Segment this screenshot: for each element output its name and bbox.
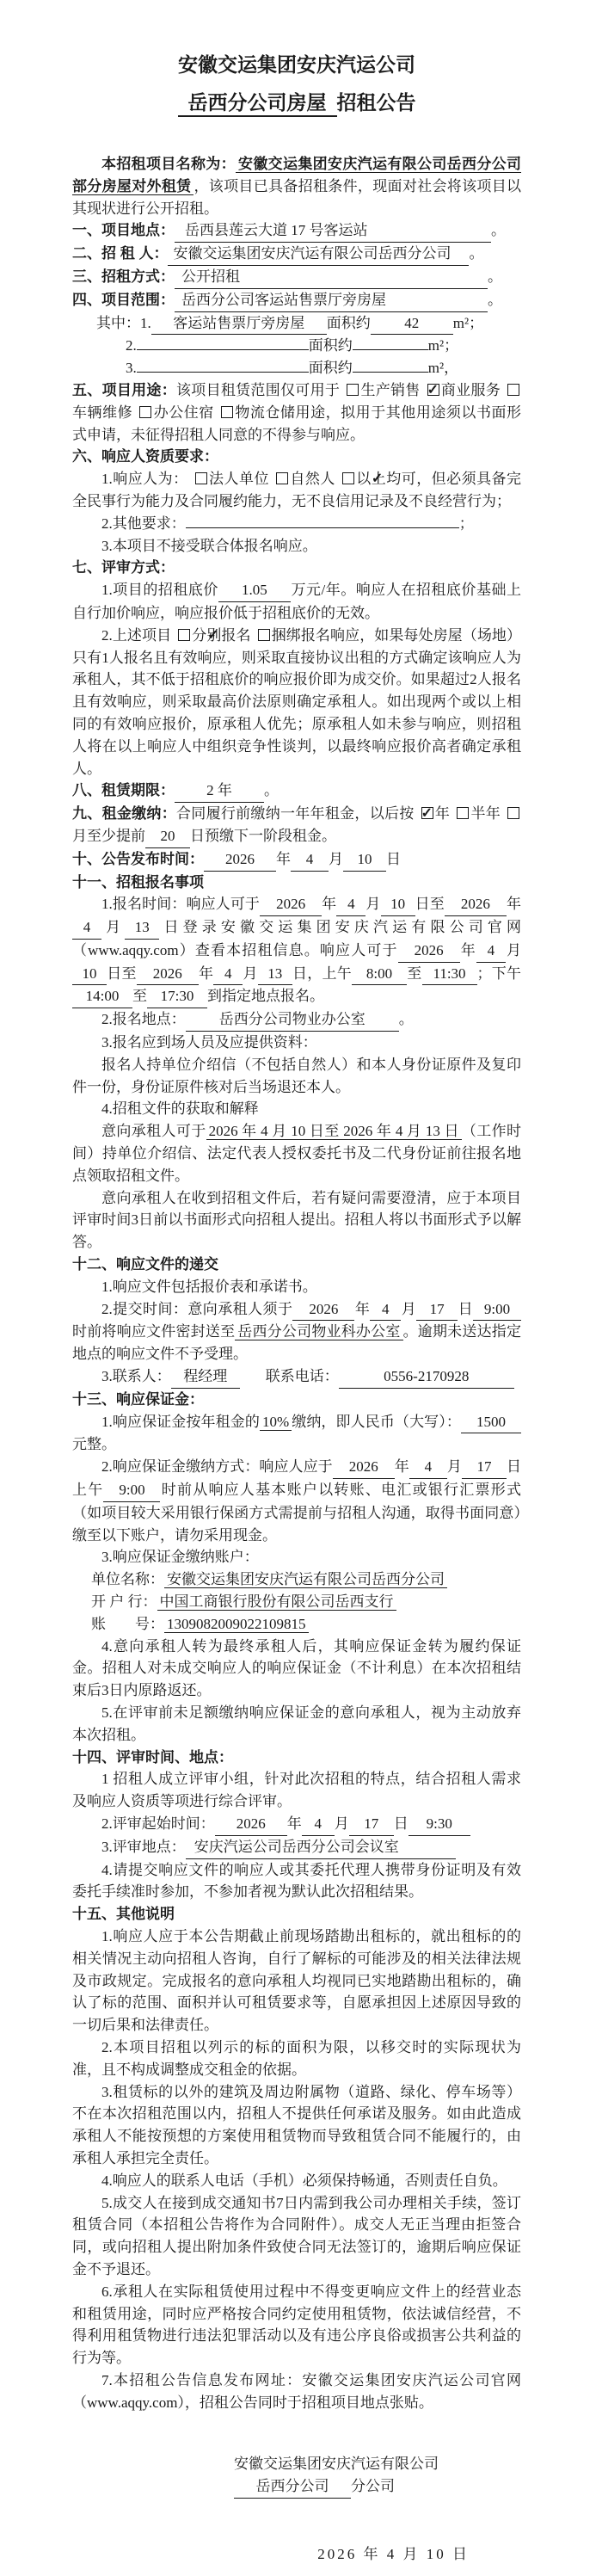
project-name-value: 安徽交运集团安庆汽运有限公司岳西分公司部分房屋对外租赁: [72, 156, 521, 194]
option-vehicle-repair: 车辆维修: [72, 404, 133, 421]
area-unit: m²；: [427, 337, 459, 354]
day-to-char: 日至: [415, 896, 445, 913]
year-char: 年: [276, 850, 291, 867]
section-9-label: 九、租金缴纳：: [72, 805, 176, 823]
reg-year-1: 2026: [260, 893, 322, 916]
para-section-9: [72, 803, 521, 848]
lease-term-value: 2 年: [175, 780, 264, 803]
area-label: 面积约: [308, 360, 353, 377]
review-team-text: 1 招租人成立评审小组，针对此次招租的特点，结合招租人需求及响应人资质等项进行综合评审。: [72, 1771, 521, 1810]
option-commercial-service: 商业服务: [440, 381, 501, 398]
para-scope-item-2: [72, 335, 521, 357]
reg-morning-start: 8:00: [352, 963, 407, 986]
section-6-label: 六、响应人资质要求：: [72, 448, 218, 465]
checkbox-yearly: [421, 807, 433, 819]
para-section-8: [72, 780, 521, 803]
para-deposit-3: [72, 1546, 521, 1568]
signature-branch-line: [234, 2475, 509, 2499]
deposit-text-3: 元整。: [72, 1436, 116, 1453]
para-other-7: [72, 2370, 521, 2414]
month-char: 月: [334, 1815, 349, 1832]
other-5-text: 5.成交人在接到成交通知书7日内需到我公司办理相关手续，签订租赁合同（本招租公告将作为合同附件）。成交人无正当理由拒签合同，或向招租人提出附加条件致使合同无法签订的，逾期后响应保证金不予退还。: [72, 2194, 521, 2277]
submit-hour: 9:00: [473, 1298, 521, 1322]
para-contact: [72, 1365, 521, 1389]
doc-clarify-text: 意向承租人在收到招租文件后，若有疑问需要澄清，应于本项目评审时间3日前以书面形式向招租人提出。招租人将以书面形式予以解答。: [72, 1189, 521, 1251]
blank-area-line: [353, 335, 428, 350]
period: 。: [469, 245, 484, 262]
deposit-pay-text-3: 时前从响应人基本账户以转账、电汇或银行汇票形式（如项目较大采用银行保函方式需提前与招租人沟通，取得书面同意）缴至以下账户，请勿采用现金。: [72, 1482, 522, 1544]
reg-year-2: 2026: [445, 893, 507, 916]
scope-item-3-prefix: 3.: [126, 360, 137, 377]
month-char: 月: [329, 850, 343, 867]
doc-obtain-text-2: （工作时间）持单位介绍信、法定代表人授权委托书及二代身份证前往报名地点领取招租文件。: [72, 1123, 522, 1184]
review-attend-text: 4.请提交响应文件的响应人或其委托代理人携带身份证明及有效委托手续准时参加，不参加者视为默认此次招租结果。: [72, 1861, 521, 1901]
deposit-pay-text-2: 日上午: [72, 1458, 522, 1499]
day-char: 日: [386, 850, 401, 867]
deposit-day: 17: [462, 1456, 507, 1479]
period: 。: [264, 782, 279, 799]
option-office-lodging: 办公住宿: [153, 404, 214, 421]
review-month: 4: [302, 1813, 335, 1836]
blank-name-line: [137, 335, 309, 350]
lessor-value: 安徽交运集团安庆汽运有限公司岳西分公司: [168, 243, 469, 266]
signature-company: 安徽交运集团安庆汽运有限公司: [234, 2456, 439, 2473]
month-char: 月: [101, 919, 126, 936]
checkbox-half-yearly: [457, 807, 469, 819]
para-other-6: [72, 2281, 521, 2370]
intro-text: ，该项目已具备招租条件，现面对社会将该项目以其现状进行公开招租。: [72, 177, 522, 217]
para-other-5: [72, 2192, 521, 2281]
doc-obtain-date-range: 2026 年 4 月 10 日至 2026 年 4 月 13 日: [206, 1123, 462, 1140]
submit-time-text-2: 时前将响应文件密封送至: [72, 1323, 236, 1340]
para-section-4: [72, 289, 521, 312]
para-document-obtain: [72, 1120, 521, 1186]
deposit-year: 2026: [333, 1456, 395, 1479]
deposit-month: 4: [409, 1456, 447, 1479]
to-char: 至: [132, 988, 147, 1005]
para-qualification-2: [72, 513, 521, 535]
review-place-value: 安庆汽运公司岳西分公司会议室: [186, 1836, 456, 1859]
period: 。: [488, 268, 502, 285]
reg-place-label: 2.报名地点：: [101, 1011, 186, 1028]
para-other-1: [72, 1926, 521, 2037]
other-requirements-label: 2.其他要求：: [101, 515, 186, 532]
day-char: 日: [393, 1815, 408, 1832]
submit-month: 4: [370, 1298, 401, 1322]
para-qualification-3: [72, 535, 521, 558]
rent-rest-text: 日预缴下一阶段租金。: [190, 827, 336, 844]
other-7-text: 7.本招租公告信息发布网址：安徽交运集团安庆汽运公司官网（www.aqqy.com），招租公告同时于招租项目地点张贴。: [72, 2371, 521, 2411]
para-registration-materials-heading: [72, 1032, 521, 1054]
year-char: 年: [459, 941, 476, 958]
contact-phone-value: 0556-2170928: [339, 1365, 514, 1389]
to-char: 至: [407, 964, 422, 982]
para-section-6: [72, 446, 521, 468]
deposit-refund-text: 4.意向承租人转为最终承租人后，其响应保证金转为履约保证金。招租人对未成交响应人的响应保证金（不计利息）在本次招租结束后3日内原路返还。: [72, 1637, 521, 1699]
area-unit: m²，: [427, 360, 459, 377]
submit-year: 2026: [292, 1298, 354, 1322]
para-section-1: [72, 219, 521, 243]
blank-other-requirements: [186, 513, 459, 528]
option-logistics-storage: 物流仓储: [234, 404, 296, 421]
deposit-text-1: 1.响应保证金按年租金的: [101, 1413, 260, 1430]
year-char: 年: [322, 896, 337, 913]
option-monthly: 月: [72, 827, 87, 844]
signature-branch-suffix: 分公司: [351, 2478, 395, 2495]
period: 。: [488, 291, 502, 308]
para-registration-materials: [72, 1054, 521, 1099]
other-3-text: 3.租赁标的以外的建筑及周边附属物（道路、绿化、停车场等）不在本次招租范围以内，招租人不提供任何承诺及服务。如由此造成承租人不能按预想的方案使用租赁物而导致租赁合同不能履行的，由承租人承担完全责任。: [72, 2083, 521, 2166]
deposit-text-2: 缴纳，即人民币（大写）：: [292, 1413, 462, 1430]
para-response-doc-1: [72, 1276, 521, 1298]
publish-year: 2026: [204, 848, 276, 872]
reg-day-4: 13: [258, 963, 292, 986]
deposit-pay-text-1: 2.响应保证金缴纳方式：响应人应于: [101, 1458, 333, 1476]
option-separate-registration: 分别报名: [192, 626, 251, 644]
reg-place-value: 岳西分公司物业办公室: [186, 1008, 399, 1032]
para-deposit-4: [72, 1636, 521, 1702]
section-12-label: 十二、响应文件的递交: [72, 1256, 218, 1273]
deposit-account-heading: 3.响应保证金缴纳账户：: [101, 1549, 259, 1566]
reg-time-text-3: 日，上午: [292, 964, 352, 982]
intro-label: 本招租项目名称为：: [101, 156, 236, 172]
month-char: 月: [446, 1458, 462, 1476]
other-2-text: 2.本项目招租以列示的标的面积为限，以移交时的实际现状为准，且不构成调整成交租金的依据。: [72, 2038, 521, 2078]
section-5-label: 五、项目用途：: [72, 381, 176, 398]
section-13-label: 十三、响应保证金：: [72, 1390, 204, 1408]
reg-time-text-2: 日登录安徽交运集团安庆汽运有限公司官网（www.aqqy.com）查看本招租信息。响应人可于: [72, 919, 522, 958]
section-14-label: 十四、评审时间、地点：: [72, 1748, 233, 1766]
section-7-label: 七、评审方式：: [72, 559, 175, 576]
subtitle-rest: 招租公告: [336, 91, 416, 114]
rental-method-value: 公开招租: [175, 266, 488, 289]
reg-time-text-5: 到指定地点报名。: [207, 988, 324, 1005]
year-char: 年: [354, 1300, 371, 1317]
section-15-label: 十五、其他说明: [72, 1906, 175, 1923]
para-scope-item-1: [72, 312, 521, 336]
deposit-amount-value: 1500: [461, 1411, 521, 1434]
year-char: 年: [394, 1458, 409, 1476]
month-char: 月: [401, 1300, 417, 1317]
section-11-label: 十一、招租报名事项: [72, 873, 204, 891]
document-subtitle: [72, 89, 521, 115]
para-section-13: [72, 1389, 521, 1411]
area-unit: m²；: [452, 314, 484, 331]
project-scope-value: 岳西分公司客运站售票厅旁房屋: [175, 289, 488, 312]
checkbox-bundled-registration: [258, 629, 270, 641]
para-other-2: [72, 2037, 521, 2081]
para-deposit-1: [72, 1411, 521, 1457]
review-day: 17: [349, 1813, 394, 1836]
submit-time-text-1: 2.提交时间：意向承租人须于: [101, 1300, 293, 1317]
submit-time-text-3: 。逾期未送达指定地点的响应文件不予受理。: [72, 1323, 522, 1363]
scope-item-1-area: 42: [371, 312, 453, 336]
qualification-rest-text: ，但必须具备完全民事行为能力及合同履约能力，无不良信用记录及不良经营行为；: [72, 471, 522, 509]
document-title: 安徽交运集团安庆汽运公司: [178, 53, 415, 76]
para-account-bank: [72, 1591, 521, 1613]
publish-day: 10: [343, 848, 386, 872]
doc-obtain-text-1: 意向承租人可于: [101, 1123, 206, 1140]
reg-day-3: 10: [72, 963, 107, 986]
semicolon: ；: [458, 515, 474, 532]
para-qualification-1: [72, 468, 521, 513]
para-intro: [72, 153, 521, 219]
para-section-5: [72, 379, 521, 446]
section-1-label: 一、项目地点：: [72, 222, 175, 239]
para-deposit-5: [72, 1702, 521, 1747]
submit-place-value: 岳西分公司物业科办公室: [235, 1323, 402, 1340]
reg-time-text-1: 1.报名时间：响应人可于: [101, 896, 261, 913]
section-2-label: 二、招 租 人：: [72, 245, 169, 262]
option-production-sales: 生产销售: [360, 381, 421, 398]
reg-month-3: 4: [476, 940, 506, 963]
para-registration-time: [72, 893, 521, 1008]
blank-area-line: [353, 357, 428, 373]
para-section-3: [72, 266, 521, 289]
reg-month-4: 4: [213, 963, 243, 986]
para-document-clarify: [72, 1187, 521, 1254]
reg-day-1: 10: [381, 893, 415, 916]
account-number-value: 1309082009022109815: [164, 1616, 309, 1633]
contact-name-value: 程经理: [171, 1365, 240, 1389]
review-place-label: 3.评审地点：: [101, 1838, 186, 1855]
checkbox-office-lodging: [139, 406, 151, 418]
para-other-4: [72, 2170, 521, 2192]
year-char: 年: [286, 1815, 302, 1832]
para-review-attend: [72, 1859, 521, 1904]
other-4-text: 4.响应人的联系人电话（手机）必须保持畅通，否则责任自负。: [101, 2172, 507, 2189]
para-section-7: [72, 557, 521, 579]
review-year: 2026: [215, 1813, 287, 1836]
option-natural-person: 自然人: [289, 471, 335, 488]
para-section-2: [72, 243, 521, 266]
account-bank-label: 开 户 行：: [91, 1593, 157, 1610]
scope-item-1-prefix: 其中：1.: [96, 314, 151, 331]
section-10-label: 十、公告发布时间：: [72, 850, 204, 867]
usage-rest-text: 用途，拟用于其他用途须以书面形式申请，未征得招租人同意的不得参与响应。: [72, 404, 522, 443]
checkbox-separate-registration: [178, 629, 190, 641]
period: 。: [398, 1011, 414, 1028]
day-to-char: 日至: [107, 964, 137, 982]
contact-phone-label: 联系电话：: [265, 1368, 339, 1385]
reg-materials-heading: 3.报名应到场人员及应提供资料：: [101, 1034, 317, 1051]
publish-month: 4: [291, 848, 329, 872]
option-either: 以上均可: [355, 471, 417, 488]
month-char: 月: [366, 896, 381, 913]
account-name-value: 安徽交运集团安庆汽运有限公司岳西分公司: [164, 1571, 447, 1588]
account-name-label: 单位名称：: [91, 1571, 164, 1588]
month-char: 月: [243, 964, 258, 982]
para-deposit-2: [72, 1456, 521, 1546]
para-response-doc-2: [72, 1298, 521, 1365]
signature-block: [234, 2453, 509, 2499]
para-account-number: [72, 1613, 521, 1636]
para-section-10: [72, 848, 521, 872]
reg-month-1: 4: [336, 893, 366, 916]
para-account-name: [72, 1568, 521, 1591]
para-section-14: [72, 1747, 521, 1769]
scope-item-2-prefix: 2.: [126, 337, 137, 354]
period: 。: [491, 222, 506, 239]
usage-intro-text: 该项目租赁范围仅可用于: [176, 381, 341, 398]
project-location-value: 岳西县莲云大道 17 号客运站: [175, 219, 491, 243]
deposit-hour: 9:00: [103, 1479, 160, 1502]
checkbox-natural-person: [276, 472, 288, 484]
checkbox-logistics-storage: [221, 406, 233, 418]
reg-afternoon-start: 14:00: [72, 985, 132, 1008]
para-review-1: [72, 579, 521, 625]
para-scope-item-3: [72, 357, 521, 379]
subtitle-underlined-part: 岳西分公司房屋: [178, 91, 337, 117]
year-char: 年: [506, 896, 522, 913]
option-yearly: 年: [434, 805, 451, 823]
para-section-15: [72, 1903, 521, 1926]
review-time-label: 2.评审起始时间：: [101, 1815, 215, 1832]
para-review-2: [72, 625, 521, 780]
option-half-yearly: 半年: [470, 805, 501, 823]
respondent-type-text: 1.响应人为：: [101, 471, 188, 488]
area-label: 面积约: [308, 337, 353, 354]
account-bank-value: 中国工商银行股份有限公司岳西支行: [157, 1593, 396, 1611]
reg-time-text-4: ；下午: [476, 964, 521, 982]
checkbox-monthly: [507, 807, 519, 819]
section-8-label: 八、租赁期限：: [72, 782, 175, 799]
reg-year-3: 2026: [398, 940, 460, 963]
base-price-value: 1.05: [218, 579, 291, 602]
advance-days-value: 20: [145, 825, 190, 848]
base-price-text: 1.项目的招租底价: [101, 582, 218, 599]
scope-item-1-name: 客运站售票厅旁房屋: [151, 312, 327, 336]
para-section-11: [72, 872, 521, 894]
para-registration-place: [72, 1008, 521, 1032]
checkbox-commercial-service: [427, 384, 439, 396]
review-2-text: 2.上述项目: [101, 626, 172, 644]
option-bundled-registration: 捆绑报名响应: [271, 626, 360, 644]
reg-year-4: 2026: [137, 963, 199, 986]
rent-advance-text: 至少提前: [87, 827, 145, 844]
reg-month-2: 4: [72, 916, 101, 940]
para-review-team: [72, 1768, 521, 1813]
account-number-label: 账 号：: [91, 1615, 164, 1632]
no-consortium-text: 3.本项目不接受联合体报名响应。: [101, 537, 317, 554]
para-review-place: [72, 1836, 521, 1859]
month-char: 月: [505, 941, 522, 958]
reg-day-2: 13: [125, 916, 159, 940]
other-1-text: 1.响应人应于本公告期截止前现场踏勘出租标的，就出租标的的相关情况主动向招租人咨询，自行了解标的可能涉及的相关法律法规及市政规定。完成报名的意向承租人均视同已实地踏勘出租标的，确认了标的范围、面积并认可租赁要求等，自愿承担因上述原因导致的一切后果和法律责任。: [72, 1927, 521, 2034]
checkbox-production-sales: [347, 384, 359, 396]
area-label: 面积约: [326, 314, 371, 331]
para-other-3: [72, 2081, 521, 2170]
deposit-forfeit-text: 5.在评审前未足额缴纳响应保证金的意向承租人，视为主动放弃本次招租。: [72, 1704, 521, 1743]
response-doc-text: 1.响应文件包括报价表和承诺书。: [101, 1278, 317, 1295]
blank-name-line: [137, 357, 309, 373]
base-price-rest: 万元/年。响应人在招租底价基础上自行加价响应，响应报价低于招租底价的无效。: [72, 582, 521, 621]
section-3-label: 三、招租方式：: [72, 268, 175, 285]
reg-afternoon-end: 17:30: [147, 985, 207, 1008]
rent-payment-text: 合同履行前缴纳一年年租金，以后按: [176, 805, 415, 823]
checkbox-legal-entity: [195, 472, 207, 484]
para-review-time: [72, 1813, 521, 1836]
checkbox-either: [342, 472, 354, 484]
signature-date: 2026 年 4 月 10 日: [317, 2546, 470, 2563]
review-2-rest: ，如果每处房屋（场地）只有1人报名且有效响应，则采取直接协议出租的方式确定该响应人为承租人，其不低于招租底价的响应报价即为成交价。如果超过2人报名且有效响应，则采取最高价法原则确定承租人。如出现两个或以上相同的有效响应报价，原承租人优先；原承租人如未参与响应，则招租人将在以上响应人中组织竞争性谈判，以最终响应报价高者确定承租人。: [72, 626, 522, 777]
deposit-percent-value: 10%: [260, 1414, 292, 1431]
doc-obtain-heading: 4.招租文件的获取和解释: [101, 1100, 259, 1118]
option-legal-entity: 法人单位: [208, 471, 269, 488]
submit-day: 17: [416, 1298, 458, 1322]
reg-materials-text: 报名人持单位介绍信（不包括自然人）和本人身份证原件及复印件一份，身份证原件核对后当场退还本人。: [72, 1056, 521, 1095]
para-section-12: [72, 1254, 521, 1276]
review-hour: 9:30: [408, 1813, 470, 1836]
signature-branch-value: 岳西分公司: [234, 2475, 351, 2499]
day-char: 日: [458, 1300, 474, 1317]
section-4-label: 四、项目范围：: [72, 291, 175, 308]
year-char: 年: [198, 964, 214, 982]
para-document-obtain-heading: [72, 1098, 521, 1120]
other-6-text: 6.承租人在实际租赁使用过程中不得变更响应文件上的经营业态和租赁用途，同时应严格按合同约定使用租赁物，依法诚信经营，不得利用租赁物进行违法犯罪活动以及有违公序良俗或损害公共利益的行为等。: [72, 2283, 521, 2367]
reg-morning-end: 11:30: [422, 963, 477, 986]
contact-label: 3.联系人：: [101, 1368, 171, 1385]
checkbox-vehicle-repair: [507, 384, 519, 396]
